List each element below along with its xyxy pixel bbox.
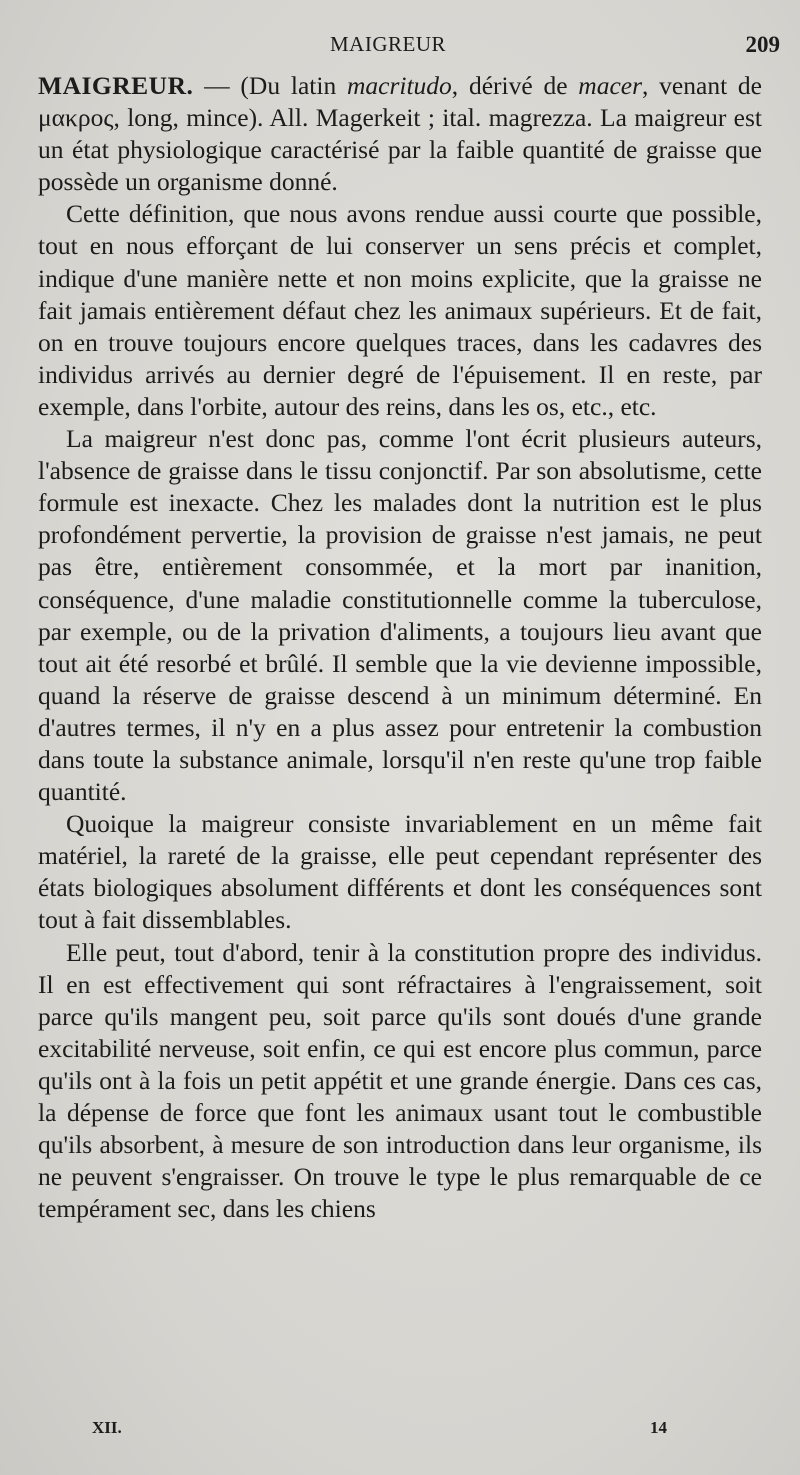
article-body [38,70,762,1225]
paragraph-3: La maigreur n'est donc pas, comme l'ont écrit plusieurs auteurs, l'absence de graisse dans le tissu conjonctif. Par son absolutisme, cette formule est inexacte. Chez les malades dont la nutrition est le plus profondément pervertie, la provision de graisse n'est jamais, ne peut pas être, entièrement consommée, et la mort par inanition, conséquence, d'une maladie constitutionnelle comme la tuberculose, par exemple, ou de la privation d'aliments, a toujours lieu avant que tout ait été resorbé et brûlé. Il semble que la vie devienne impossible, quand la réserve de graisse descend à un minimum déterminé. En d'autres termes, il n'y en a plus assez pour entretenir la combustion dans toute la substance animale, lorsqu'il n'en reste qu'une trop faible quantité. [38,424,762,807]
page-footer [0,1418,800,1446]
page-header [0,32,800,62]
paragraph-4: Quoique la maigreur consiste invariablement en un même fait matériel, la rareté de la graisse, elle peut cependant représenter des états biologiques absolument différents et dont les conséquences sont tout à fait dissemblables. [38,809,762,935]
p1-text-2: , dérivé de [451,71,579,100]
p1-text-3: , venant de μακρος, long, mince). All. Magerkeit ; ital. magrezza. La maigreur est un état physiologique caractérisé par la faible quantité de graisse que possède un organisme donné. [38,71,763,197]
paragraph-5: Elle peut, tout d'abord, tenir à la constitution propre des individus. Il en est effectivement qui sont réfractaires à l'engraissement, soit parce qu'ils mangent peu, soit parce qu'ils sont doués d'une grande excitabilité nerveuse, soit enfin, ce qui est encore plus commun, parce qu'ils ont à la fois un petit appétit et une grande énergie. Dans ces cas, la dépense de force que font les animaux usant tout le combustible qu'ils absorbent, à mesure de son introduction dans leur organisme, ils ne peuvent s'engraisser. On trouve le type le plus remarquable de ce tempérament sec, dans les chiens [38,937,762,1224]
p1-latin-word: macritudo [346,71,452,100]
entry-term: MAIGREUR. [38,71,194,100]
page-number: 209 [745,32,780,57]
volume-number: XII. [92,1418,122,1437]
p1-root-word: macer [578,71,643,100]
paragraph-2: Cette définition, que nous avons rendue aussi courte que possible, tout en nous efforçant de lui conserver un sens précis et complet, indique d'une manière nette et non moins explicite, que la graisse ne fait jamais entièrement défaut chez les animaux supérieurs. Et de fait, on en trouve toujours encore quelques traces, dans les cadavres des individus arrivés au dernier degré de l'épuisement. Il en reste, par exemple, dans l'orbite, autour des reins, dans les os, etc., etc. [38,199,762,421]
running-head: MAIGREUR [330,32,447,56]
p1-text-1: — (Du latin [193,71,347,100]
signature-mark: 14 [650,1418,667,1437]
paragraph-1 [38,70,762,198]
